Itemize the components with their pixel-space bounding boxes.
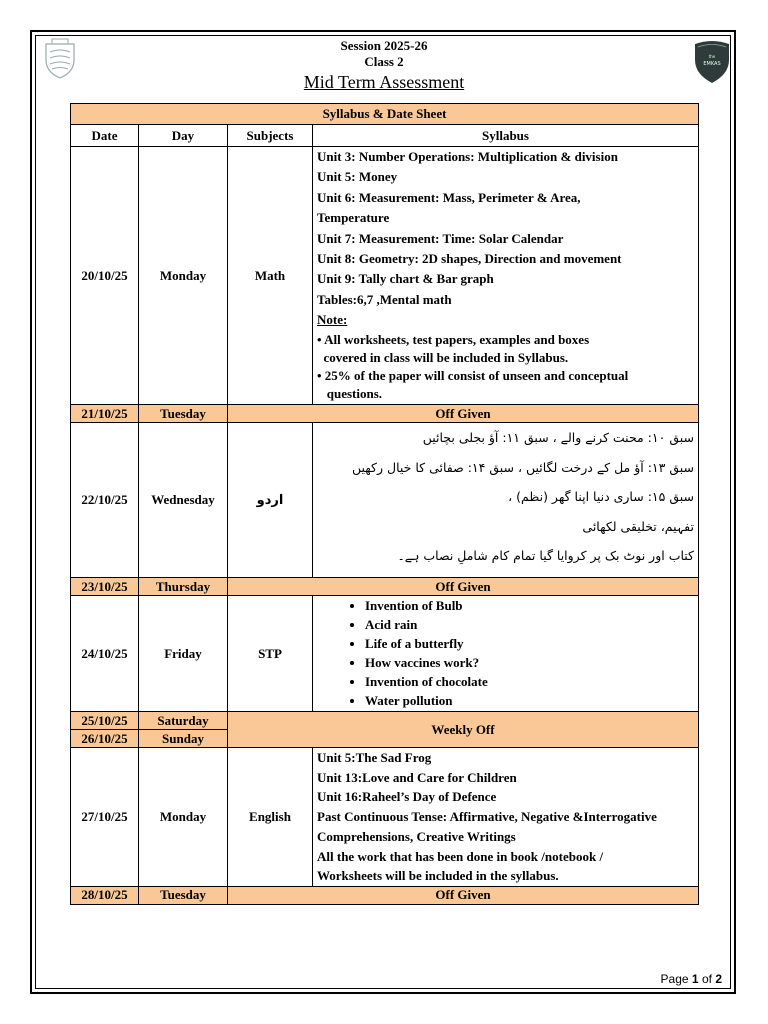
syllabus-line: سبق ۱۳: آؤ مل کے درخت لگائیں ، سبق ۱۴: صفائی کا خیال رکھیں <box>351 459 694 475</box>
date-cell: 21/10/25 <box>71 405 139 423</box>
syllabus-line: All the work that has been done in book /notebook / <box>317 848 604 864</box>
date-cell: 26/10/25 <box>71 730 139 748</box>
column-header-subjects: Subjects <box>228 125 313 147</box>
current-page: 1 <box>691 972 699 986</box>
syllabus-line: Comprehensions, Creative Writings <box>317 828 516 844</box>
syllabus-line: Unit 6: Measurement: Mass, Perimeter & Area, <box>317 189 581 205</box>
table-row-off-given <box>71 578 699 596</box>
day-cell: Wednesday <box>139 423 228 578</box>
class-label: Class 2 <box>364 54 404 69</box>
syllabus-cell-stp <box>313 596 699 712</box>
syllabus-line: Unit 5:The Sad Frog <box>317 750 432 765</box>
list-item: • Water pollution <box>365 691 694 710</box>
syllabus-line: Tables:6,7 ,Mental math <box>317 291 452 307</box>
list-item: • Invention of chocolate <box>365 672 694 691</box>
syllabus-line: Temperature <box>317 210 390 226</box>
table-row-off-given <box>71 405 699 423</box>
syllabus-cell-urdu <box>313 423 699 578</box>
syllabus-line: Unit 16:Raheel’s Day of Defence <box>317 789 497 805</box>
table-row-math <box>71 147 699 405</box>
list-item: • How vaccines work? <box>365 653 694 672</box>
page-label: Page <box>660 972 689 986</box>
day-cell: Sunday <box>139 730 228 748</box>
note-bullet-line: questions. <box>317 385 383 401</box>
column-header-row <box>71 125 699 147</box>
of-label: of <box>701 972 712 986</box>
syllabus-line: Unit 9: Tally chart & Bar graph <box>317 271 494 287</box>
day-cell: Thursday <box>139 578 228 596</box>
subject-cell: English <box>228 748 313 887</box>
off-given-cell: Off Given <box>228 405 699 423</box>
page-number <box>661 972 722 986</box>
session-label: Session 2025-26 <box>340 38 428 53</box>
syllabus-line: Unit 5: Money <box>317 169 398 185</box>
subject-cell: اردو <box>228 423 313 578</box>
day-cell: Saturday <box>139 712 228 730</box>
syllabus-line: Past Continuous Tense: Affirmative, Negative &Interrogative <box>317 809 657 825</box>
subject-cell: STP <box>228 596 313 712</box>
column-header-syllabus: Syllabus <box>313 125 699 147</box>
syllabus-line: Unit 13:Love and Care for Children <box>317 769 517 785</box>
day-cell: Tuesday <box>139 405 228 423</box>
note-bullet-line: covered in class will be included in Syllabus. <box>317 349 569 365</box>
list-item: • Life of a butterfly <box>365 634 694 653</box>
table-caption-row <box>71 104 699 125</box>
date-cell: 27/10/25 <box>71 748 139 887</box>
document-header <box>0 38 768 93</box>
syllabus-line: تفہیم، تخلیقی لکھائی <box>582 518 694 534</box>
day-cell: Friday <box>139 596 228 712</box>
list-item: • Invention of Bulb <box>365 596 694 615</box>
day-cell: Monday <box>139 748 228 887</box>
weekly-off-cell: Weekly Off <box>228 712 699 748</box>
table-caption: Syllabus & Date Sheet <box>71 104 699 125</box>
table-row-weekend-saturday <box>71 712 699 730</box>
day-cell: Monday <box>139 147 228 405</box>
date-cell: 22/10/25 <box>71 423 139 578</box>
emkas-logo-text: EMKAS <box>703 61 721 67</box>
date-cell: 25/10/25 <box>71 712 139 730</box>
off-given-cell: Off Given <box>228 578 699 596</box>
off-given-cell: Off Given <box>228 886 699 904</box>
note-label: Note: <box>317 312 348 328</box>
syllabus-date-sheet-table <box>70 103 699 905</box>
syllabus-cell-math <box>313 147 699 405</box>
date-cell: 24/10/25 <box>71 596 139 712</box>
date-cell: 20/10/25 <box>71 147 139 405</box>
list-item: • Acid rain <box>365 615 694 634</box>
table-row-stp <box>71 596 699 712</box>
syllabus-line: Unit 8: Geometry: 2D shapes, Direction and movement <box>317 251 622 267</box>
svg-text:the: the <box>708 54 716 59</box>
syllabus-line: کتاب اور نوٹ بک پر کروایا گیا تمام کام شاملِ نصاب ہے۔ <box>397 548 694 563</box>
column-header-date: Date <box>71 125 139 147</box>
syllabus-line: Unit 7: Measurement: Time: Solar Calendar <box>317 230 564 246</box>
table-row-english <box>71 748 699 887</box>
syllabus-cell-english <box>313 748 699 887</box>
document-title: Mid Term Assessment <box>303 72 465 92</box>
note-bullet-line: • 25% of the paper will consist of unseen and conceptual <box>317 367 629 383</box>
stp-topic-list <box>317 596 694 710</box>
table-row-off-given <box>71 886 699 904</box>
date-cell: 23/10/25 <box>71 578 139 596</box>
day-cell: Tuesday <box>139 886 228 904</box>
subject-cell: Math <box>228 147 313 405</box>
syllabus-line: Worksheets will be included in the syllabus. <box>317 868 559 884</box>
syllabus-line: Unit 3: Number Operations: Multiplication & division <box>317 149 618 164</box>
total-pages: 2 <box>715 972 722 986</box>
column-header-day: Day <box>139 125 228 147</box>
table-row-urdu <box>71 423 699 578</box>
date-cell: 28/10/25 <box>71 886 139 904</box>
syllabus-line: سبق ۱۰: محنت کرنے والے ، سبق ۱۱: آؤ بجلی بچائیں <box>422 430 694 445</box>
syllabus-line: سبق ۱۵: ساری دنیا اپنا گھر (نظم) ، <box>508 489 694 504</box>
note-bullet-line: • All worksheets, test papers, examples and boxes <box>317 331 590 347</box>
